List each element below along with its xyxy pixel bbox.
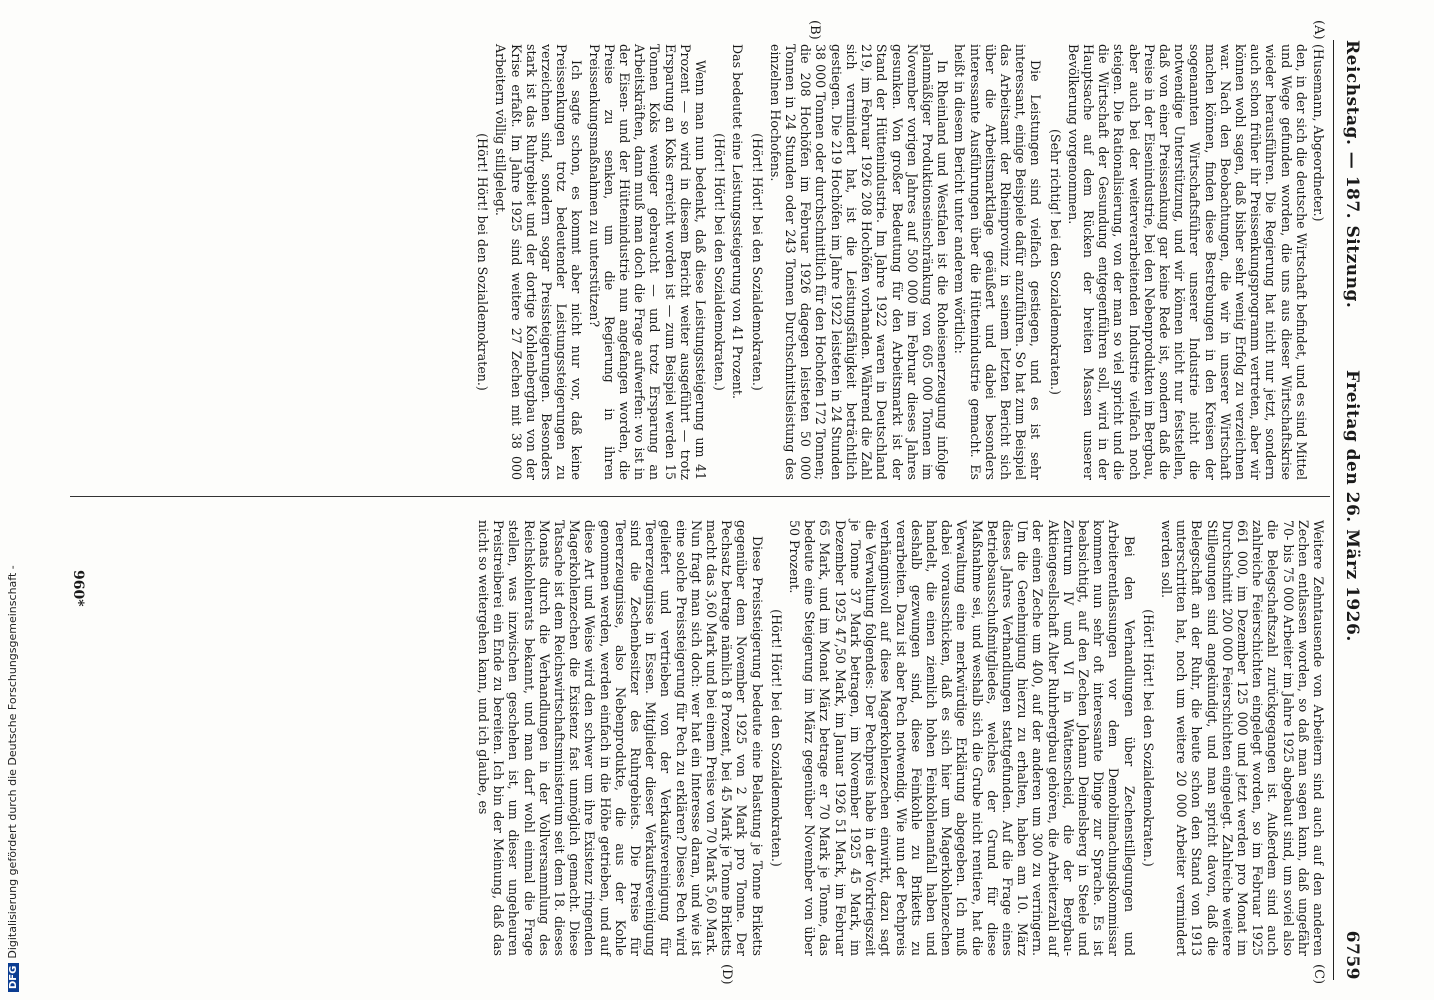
paragraph: Die Leistungen sind vielfach gestiegen, und es ist sehr interessant, einige Beispiele dafür anzuführen. So hat zum Beispiel das Arbeitsamt der Rheinprovinz in seinem letzten Bericht sich über die Arbeitsmarktlage geäußert und dabei besonders interessante Ausführungen über die Hüttenindustrie gemacht. Es heißt in diesem Bericht unter anderem wörtlich:	[952, 44, 1044, 480]
paragraph: den, in der sich die deutsche Wirtschaft befindet, und es sind Mittel und Wege gefunden worden, die uns aus dieser Wirtschaftskrise wieder herausführen. Die Regierung hat nicht nur jetzt, sondern auch schon früher ihr Preissenkungsprogramm vertreten, aber wir können wohl sagen, daß bisher sehr wenig Erfolg zu verzeichnen war. Nach den Beobachtungen, die wir in unserer Wirtschaft machen können, finden diese Bestrebungen in den Kreisen der sogenannten Wirtschaftsführer unserer Industrie nicht die notwendige Unterstützung, und wir können nicht nur feststellen, daß von einer Preissenkung gar keine Rede ist, sondern daß die Preise in der Eisenindustrie, bei den Nebenprodukten im Bergbau, aber auch bei der weiterverarbeitenden Industrie vielfach noch steigen. Die Rationalisierung, von der man so viel spricht und die die Wirtschaft der Gesundung entgegenführen soll, wird in der Hauptsache auf dem Rücken der breiten Massen unserer Bevölkerung vorgenommen.	[1065, 44, 1309, 480]
margin-marker-c: (C)	[1311, 964, 1326, 985]
left-text-column	[471, 44, 1326, 480]
paragraph: Diese Preissteigerung bedeute eine Belastung je Tonne Briketts gegenüber dem November 1925 von 2 Mark pro Tonne. Der Pechsatz betrage nämlich 8 Prozent, bei 45 Mark je Tonne Briketts macht das 3,60 Mark und bei einem Preise von 70 Mark 5,60 Mark. Nun fragt man sich doch: wer hat ein Interesse daran, und wie ist eine solche Preissteigerung für Pech zu erklären? Dieses Pech wird geliefert und vertrieben von der Verkaufsvereinigung für Teererzeugnisse in Essen. Mitglieder dieser Verkaufsvereinigung sind die Zechenbesitzer des Ruhrgebiets. Die Preise für Teererzeugnisse, also Nebenprodukte, die aus der Kohle genommen werden, werden einfach in die Höhe getrieben, und auf diese Art und Weise wird den schwer um ihre Existenz ringenden Magerkohlenzechen die Existenz fast unmöglich gemacht. Diese Tatsache ist dem Reichswirtschaftsministerium seit dem 18. dieses Monats durch die Verhandlungen in der Vollversammlung des Reichskohlenrats bekannt, und man darf wohl einmal die Frage stellen, was inzwischen geschehen ist, um dieser ungeheuren Preistreiberei ein Ende zu bereiten. Ich bin der Meinung, daß das nicht so weitergehen kann, und ich glaube, es	[476, 520, 765, 956]
header-session: Reichstag. — 187. Sitzung.	[1342, 40, 1362, 309]
right-text-column	[474, 520, 1326, 956]
interjection: (Hört! Hört! bei den Sozialdemokraten.)	[475, 133, 491, 391]
header-rule	[1333, 40, 1334, 980]
paragraph: Wenn man nun bedenkt, daß diese Leistungssteigerung um 41 Prozent — so wird in diesem Bericht weiter ausgeführt — trotz Ersparung an Koks erreicht worden ist — zum Beispiel werden 15 Tonnen Koks weniger gebraucht — und trotz Ersparung an Arbeitskräften, dann muß man doch die Frage aufwerfen: wo ist in der Eisen- und der Hüttenindustrie nun angefangen worden, die Preise zu senken, um die Regierung in ihren Preissenkungsmaßnahmen zu unterstützen?	[586, 44, 709, 480]
margin-marker-a: (A)	[1311, 20, 1326, 40]
header-page-number: 6759	[1342, 930, 1362, 980]
paragraph: In Rheinland und Westfalen ist die Roheisenerzeugung infolge planmäßiger Produktionseinschränkung von 605 000 Tonnen im November vorigen Jahres auf 500 000 im Februar dieses Jahres gesunken. Von großer Bedeutung für den Arbeitsmarkt ist der Stand der Hüttenindustrie. Im Jahre 1922 waren in Deutschland 219, im Februar 1926 208 Hochöfen vorhanden. Während die Zahl sich vermindert hat, ist die Leistungsfähigkeit beträchtlich gestiegen. Die 219 Hochöfen im Jahre 1922 leisteten in 24 Stunden 38 000 Tonnen oder durchschnittlich für den Hochofen 172 Tonnen; die 208 Hochöfen im Februar 1926 dagegen leisteten 50 000 Tonnen in 24 Stunden oder 243 Tonnen Durchschnittsleistung des einzelnen Hochofens.	[767, 44, 951, 480]
credit-text: Digitalisierung gefördert durch die Deutsche Forschungsgemeinschaft -	[6, 565, 19, 959]
interjection: (Hört! Hört! bei den Sozialdemokraten.)	[749, 133, 765, 391]
sheet-signature: 960*	[70, 570, 86, 607]
interjection: (Hört! Hört! bei den Sozialdemokraten.)	[1140, 609, 1156, 867]
paragraph: (Husemann, Abgeordneter.)	[1311, 44, 1326, 222]
paragraph: Bei den Verhandlungen über Zechenstillegungen und Arbeiterentlassungen vor dem Demobilmachungskommissar kommen nun sehr oft interessante Dinge zur Sprache. Es ist beabsichtigt, auf den Zechen Johann Deimelsberg in Steele und Zentrum IV und VI in Wattenscheid, die der Bergbau-Aktiengesellschaft Alter Ruhrbergbau gehören, die Arbeiterzahl auf der einen Zeche um 400, auf der anderen um 300 zu verringern. Um die Genehmigung hierzu zu erhalten, haben am 10. März dieses Jahres Verhandlungen stattgefunden. Auf die Frage eines Betriebsausschußmitgliedes, welches der Grund für diese Maßnahme sei, und weshalb sich die Grube nicht rentiere, hat die Verwaltung eine merkwürdige Erklärung abgegeben. Ich muß dabei vorausschicken, daß es sich hier um Magerkohlenzechen handelt, die einen ziemlich hohen Feinkohlenanfall haben und deshalb gezwungen sind, diese Feinkohle zu Briketts zu verarbeiten. Dazu ist aber Pech notwendig. Wie nun der Pechpreis verhängnisvoll auf diese Magerkohlenzechen einwirkt, dazu sagt die Verwaltung folgendes: Der Pechpreis habe in der Vorkriegszeit je Tonne 37 Mark betragen, im November 1925 45 Mark, im Dezember 1925 47,50 Mark, im Januar 1926 51 Mark, im Februar 65 Mark, und im Monat März betrage er 70 Mark je Tonne, das bedeute eine Steigerung im März gegenüber November von über 50 Prozent.	[787, 520, 1137, 956]
header-date: Freitag den 26. März 1926.	[1342, 370, 1362, 642]
paragraph: Das bedeutet eine Leistungssteigerung von 41 Prozent.	[730, 44, 746, 399]
page-header	[1336, 40, 1362, 980]
interjection: (Hört! Hört! bei den Sozialdemokraten.)	[768, 609, 784, 867]
digitization-credit	[6, 565, 19, 992]
margin-marker-d: (D)	[719, 964, 734, 985]
dfg-logo: DFG	[8, 963, 19, 992]
column-divider	[70, 496, 1330, 497]
interjection: (Sehr richtig! bei den Sozialdemokraten.)	[1047, 129, 1063, 395]
margin-marker-b: (B)	[807, 20, 822, 40]
paragraph: Ich sagte schon, es kommt aber nicht nur vor, daß keine Preissenkungen trotz bedeutender Leistungssteigerungen zu verzeichnen sind, sondern sogar Preissteigerungen. Besonders stark ist das Ruhrgebiet und der dortige Kohlenbergbau von der Krise erfaßt. Im Jahre 1925 sind weitere 27 Zechen mit 38 000 Arbeitern völlig stillgelegt.	[493, 44, 585, 480]
paragraph: Weitere Zehntausende von Arbeitern sind auch auf den anderen Zechen entlassen worden, so daß man sagen kann, daß ungefähr 70- bis 75 000 Arbeiter im Jahre 1925 abgebaut sind, um soviel also die Belegschaftszahl zurückgegangen ist. Außerdem sind auch zahlreiche Feierschichten eingelegt worden, so im Februar 1925 661 000, im Dezember 125 000 und jetzt werden pro Monat im Durchschnitt 200 000 Feierschichten eingelegt. Zahlreiche weitere Stillegungen sind angekündigt, und man spricht davon, daß die Belegschaft an der Ruhr, die heute schon den Stand von 1913 unterschritten hat, noch um weitere 20 000 Arbeiter vermindert werden soll.	[1158, 520, 1326, 956]
interjection: (Hört! Hört! bei den Sozialdemokraten.)	[712, 133, 728, 391]
